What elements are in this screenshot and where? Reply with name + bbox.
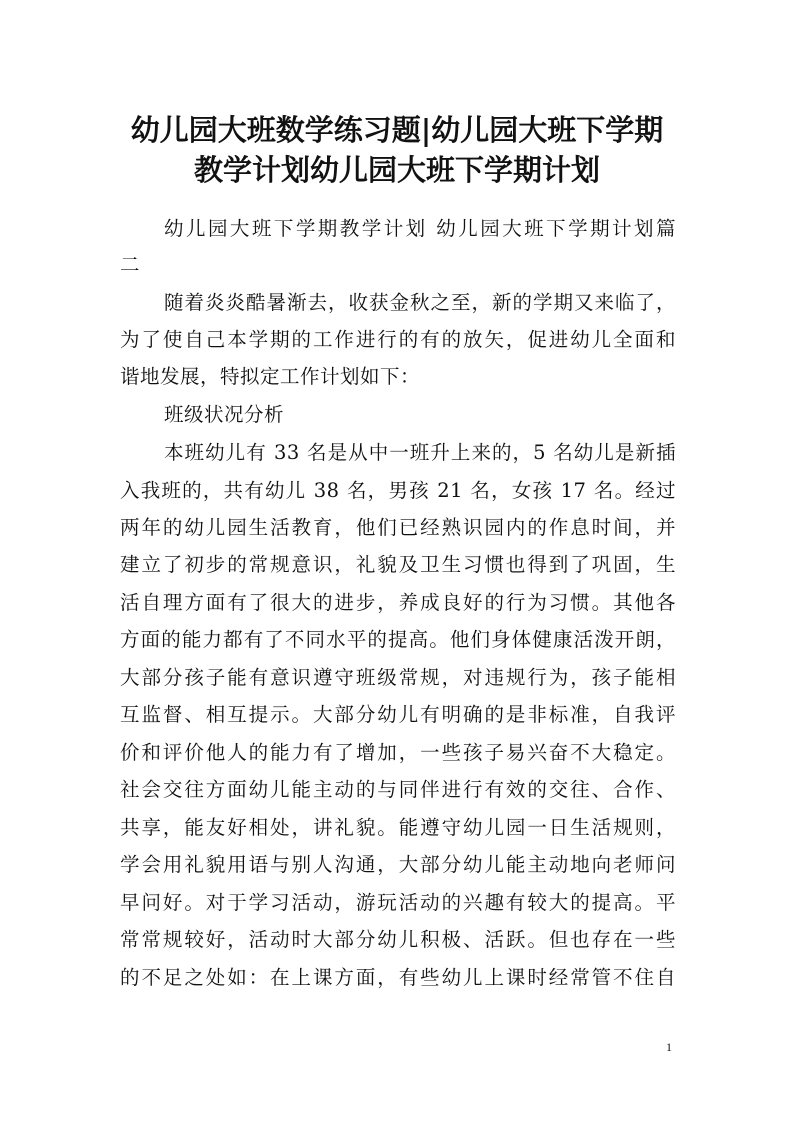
body-line: 的不足之处如：在上课方面，有些幼儿上课时经常管不住自 [120,966,676,989]
body-line: 常常规较好，活动时大部分幼儿积极、活跃。但也存在一些 [120,928,676,951]
body-line: 建立了初步的常规意识，礼貌及卫生习惯也得到了巩固，生 [120,553,676,576]
body-line: 两年的幼儿园生活教育，他们已经熟识园内的作息时间，并 [120,516,676,539]
document-title-line-1: 幼儿园大班数学练习题|幼儿园大班下学期 [130,113,664,147]
section-heading: 班级状况分析 [164,403,285,426]
page-number: 1 [666,1040,672,1054]
document-title-line-2: 教学计划幼儿园大班下学期计划 [193,153,600,187]
body-line: 幼儿园大班下学期教学计划 幼儿园大班下学期计划篇 [164,217,676,240]
body-line: 活自理方面有了很大的进步，养成良好的行为习惯。其他各 [120,591,676,614]
body-line: 谐地发展，特拟定工作计划如下： [120,365,421,388]
body-line: 随着炎炎酷暑渐去，收获金秋之至，新的学期又来临了， [164,291,676,314]
body-line: 学会用礼貌用语与别人沟通，大部分幼儿能主动地向老师问 [120,853,676,876]
body-line: 入我班的，共有幼儿 38 名，男孩 21 名，女孩 17 名。经过 [120,479,676,502]
body-line: 价和评价他人的能力有了增加，一些孩子易兴奋不大稳定。 [120,741,676,764]
body-line: 为了使自己本学期的工作进行的有的放矢，促进幼儿全面和 [120,328,676,351]
body-line: 共享，能友好相处，讲礼貌。能遵守幼儿园一日生活规则， [120,816,676,839]
body-line: 大部分孩子能有意识遵守班级常规，对违规行为，孩子能相 [120,666,676,689]
body-line: 社会交往方面幼儿能主动的与同伴进行有效的交往、合作、 [120,778,676,801]
body-line: 本班幼儿有 33 名是从中一班升上来的，5 名幼儿是新插 [164,441,676,464]
body-line: 早问好。对于学习活动，游玩活动的兴趣有较大的提高。平 [120,891,676,914]
body-line: 二 [120,253,141,276]
body-line: 方面的能力都有了不同水平的提高。他们身体健康活泼开朗， [120,628,676,651]
body-line: 互监督、相互提示。大部分幼儿有明确的是非标准，自我评 [120,703,676,726]
